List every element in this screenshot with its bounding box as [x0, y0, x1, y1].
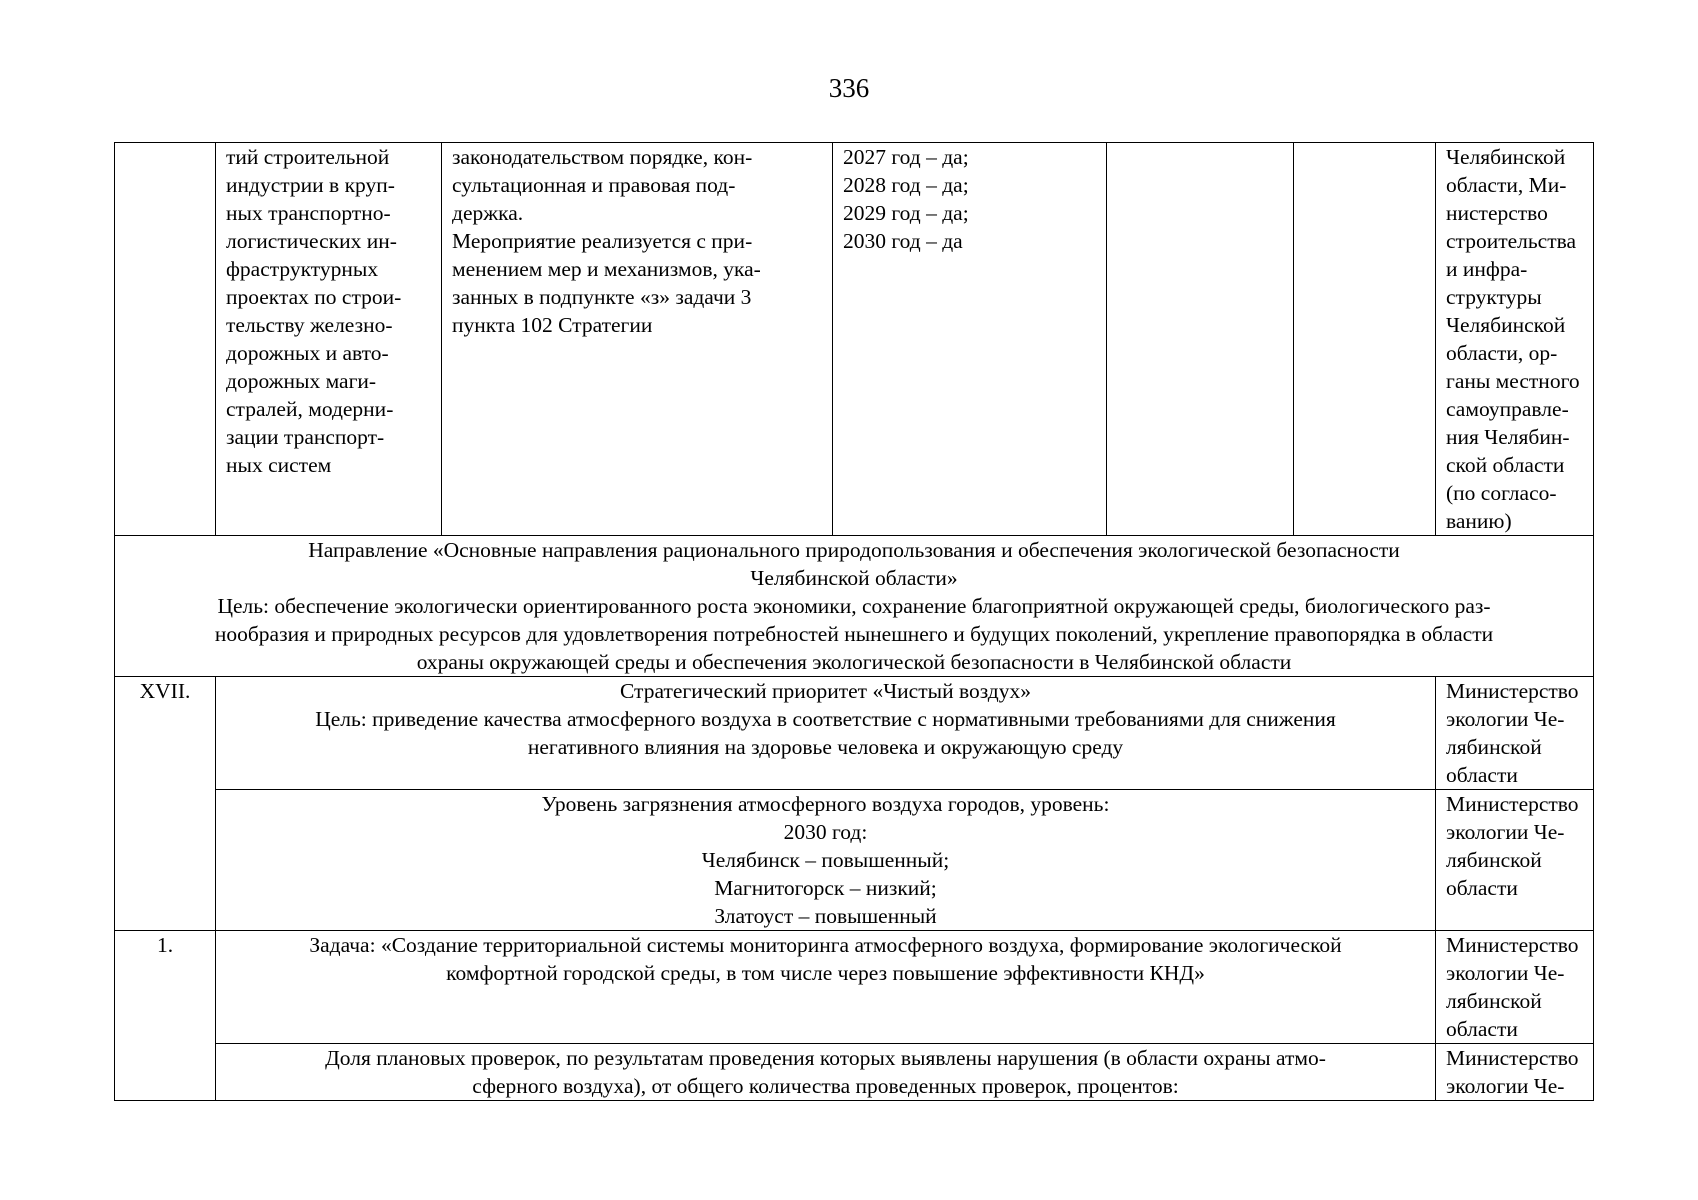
- measure-name-cell: тий строительной индустрии в круп- ных транспортно- логистических ин- фраструктурных проектах по строи- тельству железно- дорожных и авто- дорожных маги- стралей, модерни- зации транспорт- ных систем: [216, 143, 442, 536]
- direction-title-cont: Челябинской области»: [750, 566, 958, 590]
- indicator-row-2: [115, 1044, 1594, 1101]
- page-number: 336: [828, 73, 870, 103]
- indicator-cell: Уровень загрязнения атмосферного воздуха городов, уровень: 2030 год: Челябинск – повышенный; Магнитогорск – низкий; Златоуст – повышенный: [216, 790, 1436, 931]
- continuation-row: [115, 143, 1594, 536]
- row-number-cell: [115, 143, 216, 536]
- empty-cell-6: [1294, 143, 1436, 536]
- priority-title: Стратегический приоритет «Чистый воздух»: [620, 679, 1031, 703]
- yearly-values-cell: 2027 год – да; 2028 год – да; 2029 год – да; 2030 год – да: [833, 143, 1107, 536]
- priority-goal: Цель: приведение качества атмосферного воздуха в соответствие с нормативными требованиями для снижения: [315, 707, 1336, 731]
- strategy-table: [114, 142, 1594, 1101]
- direction-cell: Направление «Основные направления рационального природопользования и обеспечения экологической безопасности Челябинской области» Цель: обеспечение экологически ориентированного роста экономики, сохранение благоприятной окружающей среды, биологического раз- нообразия и природных ресурсов для удовлетворения потребностей нынешнего и будущих поколений, укрепление правопорядка в области охраны окружающей среды и обеспечения экологической безопасности в Челябинской области: [115, 536, 1594, 677]
- task-number: 1.: [115, 931, 216, 1101]
- indicator-row: [115, 790, 1594, 931]
- task-responsible: Министерство экологии Че- лябинской области: [1436, 931, 1594, 1044]
- indicator-2-responsible: Министерство экологии Че-: [1436, 1044, 1594, 1101]
- measure-description-cell: законодательством порядке, кон- сультационная и правовая под- держка. Мероприятие реализуется с при- менением мер и механизмов, ука- занных в подпункте «з» задачи 3 пункта 102 Стратегии: [442, 143, 833, 536]
- responsible-cell: Челябинской области, Ми- нистерство строительства и инфра- структуры Челябинской области, ор- ганы местного самоуправле- ния Челябин- ской области (по согласо- ванию): [1436, 143, 1594, 536]
- indicator-responsible: Министерство экологии Че- лябинской области: [1436, 790, 1594, 931]
- direction-row: [115, 536, 1594, 677]
- direction-goal: Цель: обеспечение экологически ориентированного роста экономики, сохранение благоприятной окружающей среды, биологического раз-: [217, 594, 1491, 618]
- task-cell: Задача: «Создание территориальной системы мониторинга атмосферного воздуха, формирование экологической комфортной городской среды, в том числе через повышение эффективности КНД»: [216, 931, 1436, 1044]
- direction-title: Направление «Основные направления рационального природопользования и обеспечения экологической безопасности: [308, 538, 1400, 562]
- priority-number: XVII.: [115, 677, 216, 931]
- priority-cell: Стратегический приоритет «Чистый воздух» Цель: приведение качества атмосферного воздуха в соответствие с нормативными требованиями для снижения негативного влияния на здоровье человека и окружающую среду: [216, 677, 1436, 790]
- priority-row: [115, 677, 1594, 790]
- task-row: [115, 931, 1594, 1044]
- priority-responsible: Министерство экологии Че- лябинской области: [1436, 677, 1594, 790]
- indicator-2-cell: Доля плановых проверок, по результатам проведения которых выявлены нарушения (в области охраны атмо- сферного воздуха), от общего количества проведенных проверок, процентов:: [216, 1044, 1436, 1101]
- empty-cell-5: [1107, 143, 1294, 536]
